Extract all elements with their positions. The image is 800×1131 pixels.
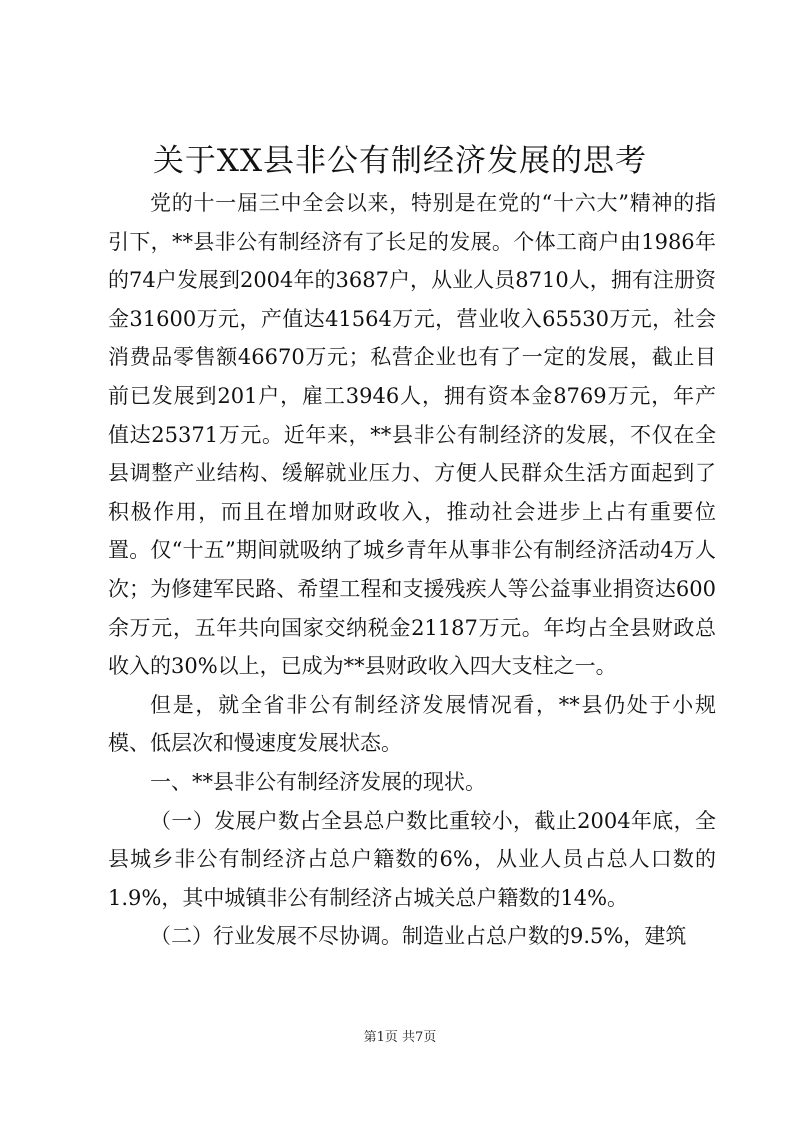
paragraph-intro: 党的十一届三中全会以来，特别是在党的“十六大”精神的指引下，**县非公有制经济有了长足的发展。个体工商户由1986年的74户发展到2004年的3687户，从业人员8710人，拥有注册资金31600万元，产值达41564万元，营业收入65530万元，社会消费品零售额46670万元；私营企业也有了一定的发展，截止目前已发展到201户，雇工3946人，拥有资本金8769万元，年产值达25371万元。近年来，**县非公有制经济的发展，不仅在全县调整产业结构、缓解就业压力、方便人民群众生活方面起到了积极作用，而且在增加财政收入，推动社会进步上占有重要位置。仅“十五”期间就吸纳了城乡青年从事非公有制经济活动4万人次；为修建军民路、希望工程和支援残疾人等公益事业捐资达600余万元，五年共向国家交纳税金21187万元。年均占全县财政总收入的30%以上，已成为**县财政收入四大支柱之一。 xyxy=(108,191,716,679)
page-footer: 第1页 共7页 xyxy=(363,1030,437,1045)
paragraph-item-1: （一）发展户数占全县总户数比重较小，截止2004年底，全县城乡非公有制经济占总户籍数的6%，从业人员占总人口数的1.9%，其中城镇非公有制经济占城关总户籍数的14%。 xyxy=(108,808,716,910)
document-body xyxy=(108,184,716,956)
section-heading-status: 一、**县非公有制经济发展的现状。 xyxy=(150,769,486,794)
paragraph-item-2: （二）行业发展不尽协调。制造业占总户数的9.5%，建筑 xyxy=(150,924,687,949)
paragraph-however: 但是，就全省非公有制经济发展情况看，**县仍处于小规模、低层次和慢速度发展状态。 xyxy=(108,692,716,756)
document-title: 关于XX县非公有制经济发展的思考 xyxy=(152,143,648,179)
